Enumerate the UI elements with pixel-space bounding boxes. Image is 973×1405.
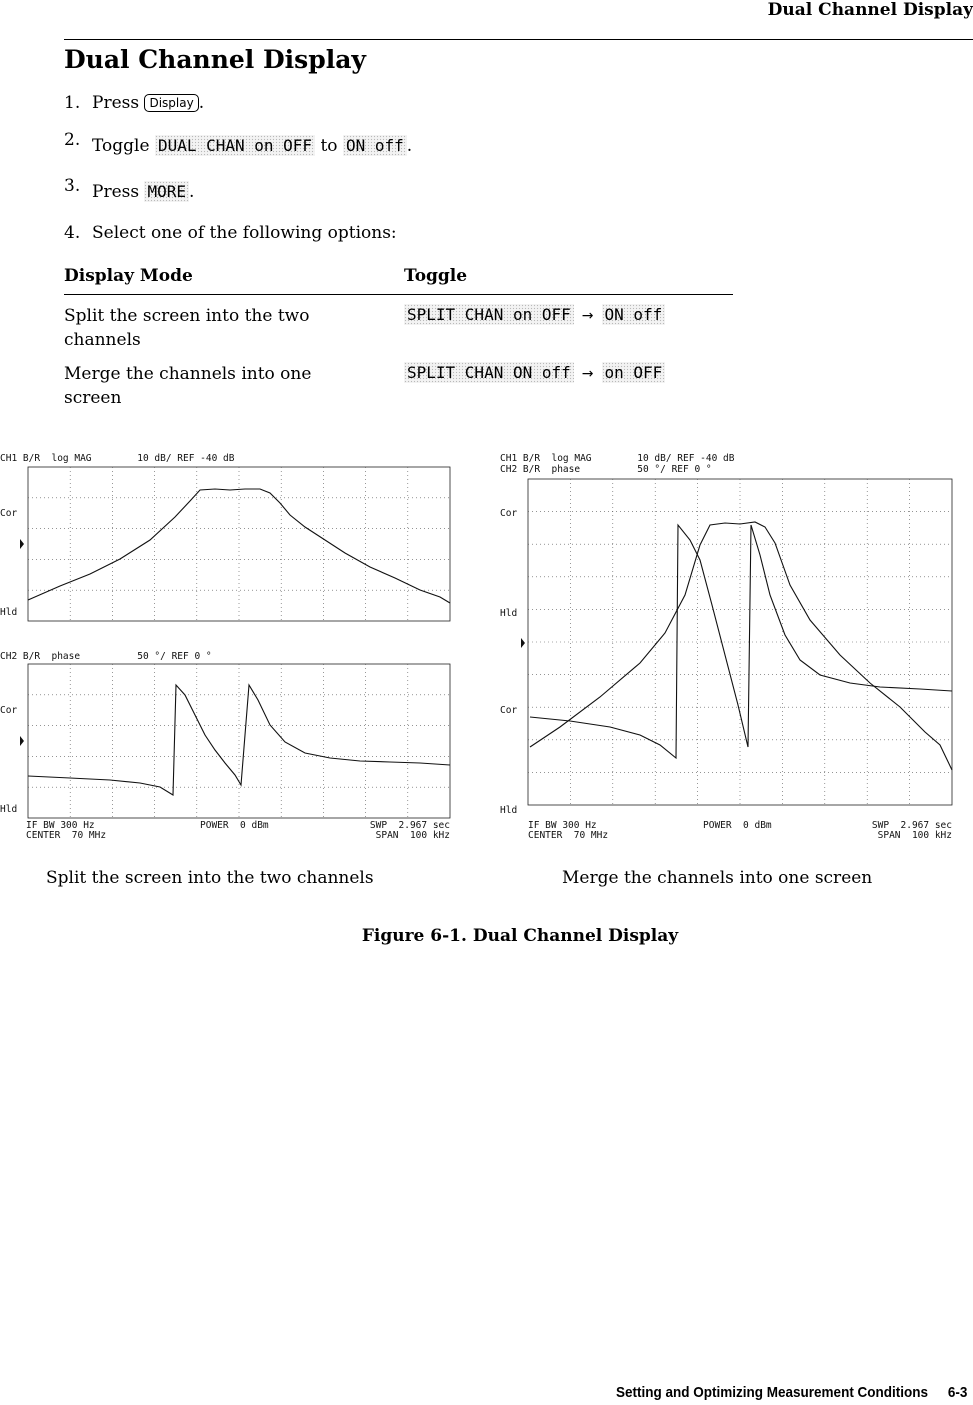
figure-caption: Figure 6-1. Dual Channel Display [361, 926, 679, 946]
ref-marker-icon [20, 539, 24, 549]
annot-hld: Hld [0, 804, 18, 815]
ch1-trace [28, 489, 450, 603]
annot-cor: Cor [500, 705, 518, 716]
step-number: 3. [64, 176, 81, 196]
step-text: Press [92, 182, 140, 202]
annot-hld: Hld [0, 607, 18, 618]
step-number: 2. [64, 130, 81, 150]
annot-cor: Cor [500, 508, 518, 519]
caption-split: Split the screen into the two channels [46, 868, 374, 888]
right-arrow-icon: → [581, 308, 594, 324]
running-head: Dual Channel Display [767, 0, 973, 20]
footer-ifbw: IF BW 300 Hz [528, 820, 597, 831]
row-split-mode: Split the screen into the two channels [64, 306, 310, 350]
more-softkey[interactable]: MORE [144, 181, 189, 202]
ref-marker-icon [521, 638, 525, 648]
page-title: Dual Channel Display [64, 45, 366, 74]
table-header-mode: Display Mode [64, 266, 193, 286]
annot-cor: Cor [0, 508, 18, 519]
split-screen-display [0, 445, 460, 845]
table-header-toggle: Toggle [404, 266, 468, 286]
step-text: Select one of the following options: [92, 223, 397, 243]
step-text-to: to [320, 136, 338, 156]
page-number: 6-3 [947, 1384, 967, 1401]
step-1 [64, 93, 204, 113]
footer-power: POWER 0 dBm [200, 820, 269, 831]
right-arrow-icon: → [581, 366, 594, 382]
dual-chan-softkey[interactable]: DUAL CHAN on OFF [155, 135, 315, 156]
step-3 [64, 176, 195, 202]
grid [528, 479, 952, 805]
row-split-toggle [404, 304, 665, 325]
page-footer [616, 1384, 967, 1401]
footer-span: SPAN 100 kHz [877, 830, 952, 841]
merge-screen-display [500, 445, 960, 845]
split-chan-off-softkey[interactable]: SPLIT CHAN on OFF [404, 304, 574, 325]
display-hardkey[interactable]: Display [144, 94, 198, 112]
caption-merge: Merge the channels into one screen [562, 868, 873, 888]
step-text: Press [92, 93, 140, 113]
ref-marker-icon [20, 736, 24, 746]
row-merge-toggle [404, 362, 665, 383]
table-rule [64, 294, 733, 295]
annot-hld: Hld [500, 608, 518, 619]
footer-section: Setting and Optimizing Measurement Conditions [615, 1384, 928, 1401]
split-chan-on-softkey[interactable]: SPLIT CHAN ON off [404, 362, 574, 383]
split-chan-off-softkey[interactable]: on OFF [602, 362, 666, 383]
annot-hld: Hld [500, 805, 518, 816]
step-text: Toggle [92, 136, 150, 156]
ch1-magnitude-trace [530, 522, 952, 770]
step-punct: . [406, 136, 413, 156]
ch2-phase-trace [530, 525, 952, 758]
annot-cor: Cor [0, 705, 18, 716]
step-4 [64, 223, 397, 243]
footer-sweep: SWP 2.967 sec [871, 820, 952, 831]
ch1-header: CH1 B/R log MAG 10 dB/ REF -40 dB [0, 453, 235, 464]
ch2-grid [28, 664, 450, 818]
footer-sweep: SWP 2.967 sec [369, 820, 450, 831]
step-2 [64, 130, 413, 156]
footer-span: SPAN 100 kHz [375, 830, 450, 841]
step-punct: . [189, 182, 195, 202]
split-chan-on-softkey[interactable]: ON off [602, 304, 666, 325]
footer-center: CENTER 70 MHz [528, 830, 609, 841]
dual-chan-on-softkey[interactable]: ON off [343, 135, 407, 156]
footer-center: CENTER 70 MHz [26, 830, 107, 841]
footer-power: POWER 0 dBm [703, 820, 772, 831]
step-number: 1. [64, 93, 81, 113]
ch2-header: CH2 B/R phase 50 °/ REF 0 ° [500, 464, 712, 475]
row-merge-mode: Merge the channels into one screen [64, 364, 312, 408]
header-rule [64, 39, 973, 40]
ch1-grid [28, 467, 450, 621]
ch2-header: CH2 B/R phase 50 °/ REF 0 ° [0, 651, 212, 662]
ch1-header: CH1 B/R log MAG 10 dB/ REF -40 dB [500, 453, 735, 464]
step-punct: . [198, 93, 205, 113]
footer-ifbw: IF BW 300 Hz [26, 820, 95, 831]
step-number: 4. [64, 223, 81, 243]
